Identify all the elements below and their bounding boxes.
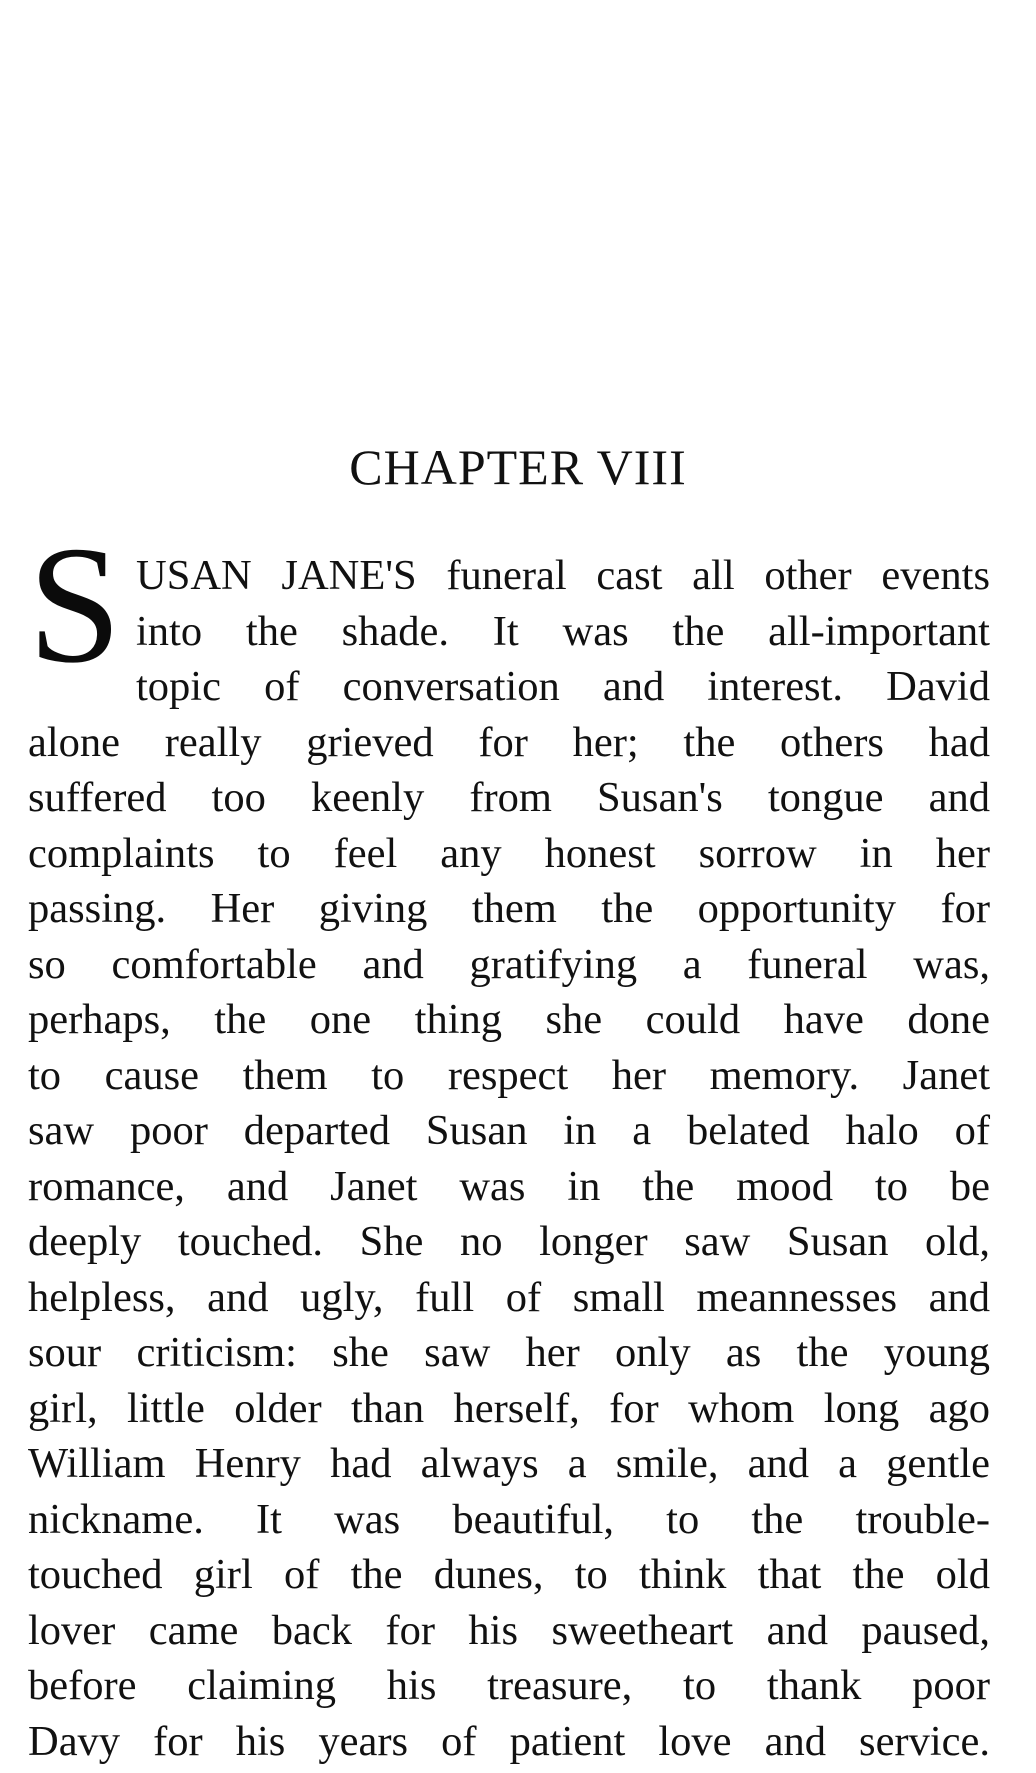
text-line-content: romance, and Janet was in the mood to be [28, 1162, 990, 1210]
text-line [28, 1325, 990, 1381]
text-line-content: Davy for his years of patient love and service. [28, 1717, 990, 1765]
text-line-content: so comfortable and gratifying a funeral was, [28, 940, 990, 988]
text-line [28, 1103, 990, 1159]
text-line [28, 826, 990, 882]
text-line-content: alone really grieved for her; the others had [28, 718, 990, 766]
text-line-content: to cause them to respect her memory. Janet [28, 1051, 990, 1099]
text-line [28, 1658, 990, 1714]
text-line-content: perhaps, the one thing she could have done [28, 996, 990, 1043]
text-line [28, 1492, 990, 1548]
text-line [28, 1159, 990, 1215]
text-line-content: suffered too keenly from Susan's tongue and [28, 774, 990, 821]
text-line-content: touched girl of the dunes, to think that the old [28, 1551, 990, 1598]
text-line-content: saw poor departed Susan in a belated halo of [28, 1107, 990, 1154]
text-line [28, 1603, 990, 1659]
drop-cap-glyph: S [28, 512, 122, 698]
text-line-content: into the shade. It was the all-important [136, 607, 990, 655]
text-line [28, 1048, 990, 1104]
text-line [28, 1714, 990, 1770]
text-line-content: passing. Her giving them the opportunity for [28, 885, 990, 932]
text-line-content: USAN JANE'S funeral cast all other events [136, 552, 990, 599]
text-line-content: before claiming his treasure, to thank poor [28, 1662, 990, 1709]
text-line [28, 1214, 990, 1270]
text-line [28, 1547, 990, 1603]
text-line-content: complaints to feel any honest sorrow in her [28, 829, 990, 877]
chapter-heading: CHAPTER VIII [349, 439, 687, 495]
text-line [28, 604, 990, 660]
text-line-content: sour criticism: she saw her only as the young [28, 1329, 990, 1376]
text-line [28, 548, 990, 604]
text-line [28, 1381, 990, 1437]
text-line [28, 1436, 990, 1492]
chapter-body-text [28, 548, 990, 1769]
text-line [28, 770, 990, 826]
text-line-content: girl, little older than herself, for whom long ago [28, 1384, 990, 1432]
text-line [28, 937, 990, 993]
text-line-content: lover came back for his sweetheart and paused, [28, 1606, 990, 1654]
text-line-content: deeply touched. She no longer saw Susan old, [28, 1218, 990, 1265]
text-line-content: nickname. It was beautiful, to the trouble- [28, 1495, 990, 1543]
text-line [28, 659, 990, 715]
text-line-content: William Henry had always a smile, and a gentle [28, 1440, 990, 1487]
text-line [28, 992, 990, 1048]
text-line [28, 1270, 990, 1326]
text-line [28, 881, 990, 937]
text-line-content: helpless, and ugly, full of small meannesses and [28, 1273, 990, 1321]
text-line-content: topic of conversation and interest. David [136, 663, 990, 710]
text-line [28, 715, 990, 771]
